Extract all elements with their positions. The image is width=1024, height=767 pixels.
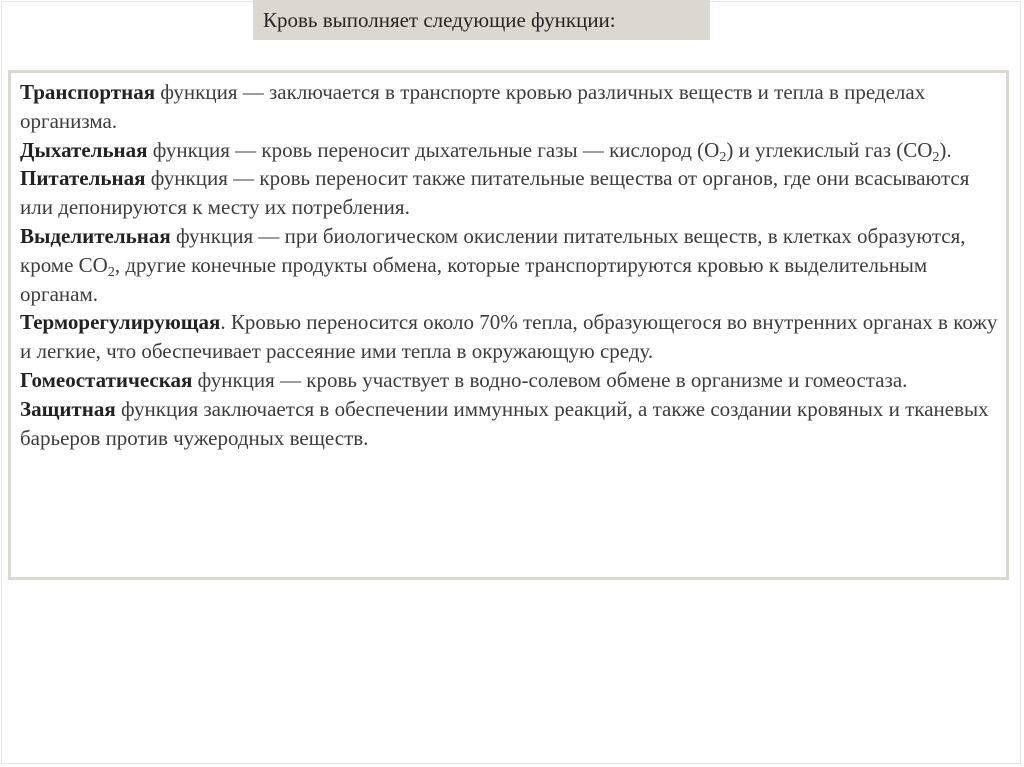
term-excretory: Выделительная — [20, 223, 171, 248]
text-homeostatic: функция — кровь участвует в водно-солевом обмене в организме и гомеостаза. — [192, 367, 908, 392]
paragraph-respiratory — [20, 136, 1006, 165]
paragraph-excretory — [20, 222, 1006, 308]
term-transport: Транспортная — [20, 80, 156, 104]
term-homeostatic: Гомеостатическая — [20, 367, 193, 392]
term-nutritive: Питательная — [20, 166, 146, 191]
paragraph-protective — [20, 395, 1006, 453]
functions-text-box — [8, 70, 1009, 580]
text-respiratory-3: ). — [939, 137, 952, 162]
text-respiratory-2: ) и углекислый газ (CO — [726, 137, 933, 162]
text-respiratory-1: функция — кровь переносит дыхательные газы — кислород (O — [147, 137, 720, 162]
term-protective: Защитная — [20, 396, 116, 421]
text-thermoregulatory: . Кровью переносится около 70% тепла, образующегося во внутренних органах в кожу и легкие, что обеспечивает рассеяние ими тепла в окружающую среду. — [20, 310, 998, 364]
term-respiratory: Дыхательная — [20, 137, 148, 162]
paragraph-transport — [20, 78, 1006, 136]
text-nutritive: функция — кровь переносит также питательные вещества от органов, где они всасываются или депонируются к месту их потребления. — [20, 166, 970, 220]
subscript-co2: 2 — [932, 149, 940, 165]
paragraph-nutritive — [20, 164, 1006, 222]
slide-title-text: Кровь выполняет следующие функции: — [263, 7, 616, 32]
text-transport: функция — заключается в транспорте кровью различных веществ и тепла в пределах организма. — [20, 80, 926, 133]
subscript-co2-excretory: 2 — [107, 264, 115, 280]
text-excretory-2: , другие конечные продукты обмена, которые транспортируются кровью к выделительным органам. — [20, 252, 928, 306]
subscript-o2: 2 — [719, 149, 727, 165]
paragraph-homeostatic — [20, 366, 1006, 395]
text-excretory-1: функция — при биологическом окислении питательных веществ, в клетках образуются, кроме CO — [20, 223, 966, 277]
term-thermoregulatory: Терморегулирующая — [20, 310, 221, 335]
paragraph-thermoregulatory — [20, 308, 1006, 366]
text-protective: функция заключается в обеспечении иммунных реакций, а также создании кровяных и тканевых барьеров против чужеродных веществ. — [20, 396, 989, 450]
slide-title — [253, 0, 710, 40]
